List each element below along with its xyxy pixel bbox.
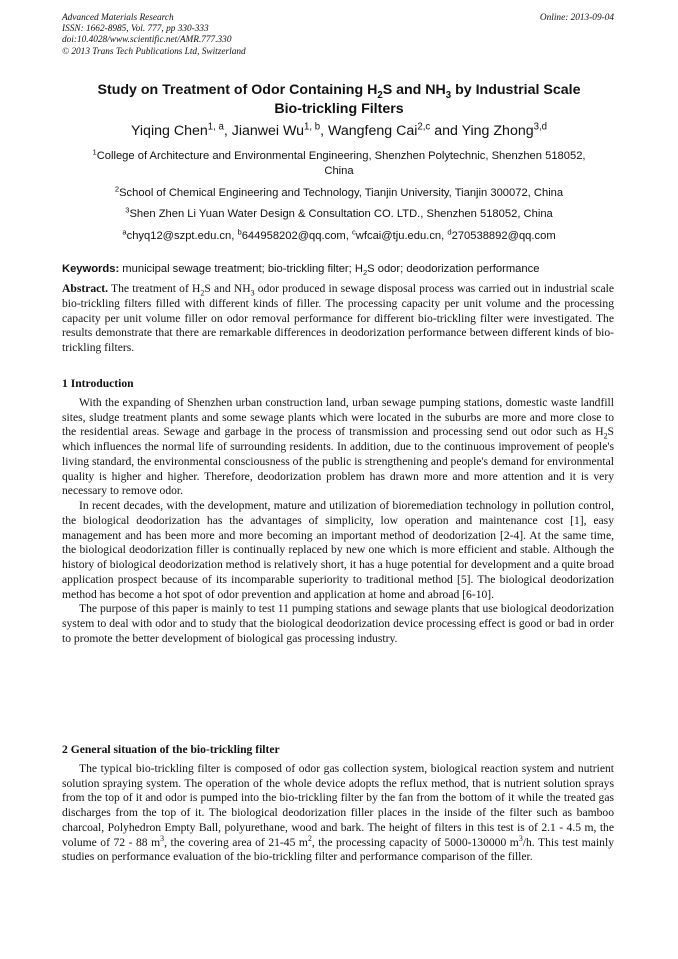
copyright: © 2013 Trans Tech Publications Ltd, Switzerland [62, 46, 246, 57]
online-date-header [540, 13, 614, 24]
journal-issn: ISSN: 1662-8985, Vol. 777, pp 330-333 [62, 24, 209, 35]
email-link[interactable]: 644958202@qq.com [241, 229, 346, 242]
section-heading: 1 Introduction [62, 377, 134, 390]
title-line-1: Study on Treatment of Odor Containing $H_2S$ and $NH_3$ by Industrial Scale [97, 82, 581, 101]
affiliations [80, 149, 598, 250]
author: Wangfeng Cai$^{2,c}$ and [328, 121, 462, 139]
journal-doi: doi:10.4028/www.scientific.net/AMR.777.330 [62, 35, 232, 46]
email-link[interactable]: wfcai@tju.edu.cn [355, 229, 442, 242]
affiliation: $^2$School of Chemical Engineering and Technology, Tianjin University, Tianjin 300072, China [114, 184, 564, 199]
bio-trickling-section [62, 743, 614, 865]
keywords-label: Keywords: [62, 263, 120, 275]
journal-header [62, 13, 246, 58]
keywords: Keywords: municipal sewage treatment; bio-trickling filter; $H_2S$ odor; deodorization performance [62, 263, 540, 278]
email-list: $^a$chyq12@szpt.edu.cn, $^b$644958202@qq.com, $^c$wfcai@tju.edu.cn, $^d$270538892@qq.com [122, 226, 556, 242]
title-line-2: Bio-trickling Filters [274, 101, 404, 117]
affiliation: $^1$College of Architecture and Environmental Engineering, Shenzhen Polytechnic, Shenzhen 518052, China [92, 147, 586, 178]
email-link[interactable]: chyq12@szpt.edu.cn [126, 229, 232, 242]
online-date: Online: 2013-09-04 [539, 13, 614, 23]
abstract [62, 282, 614, 356]
paper-title [40, 81, 638, 119]
author: Jianwei Wu$^{1, b}$, [231, 121, 328, 139]
body-paragraph: In recent decades, with the development, mature and utilization of bioremediation technology in pollution control, the biological deodorization has the advantages of simplicity, low operation and maintenance cost [1], easy management and has been more and more becoming an important method of deodorization [2-4]. At the same time, the biological deodorization filler is continually replaced by new one which is more efficient and stable. Although the history of biological deodorization method is relatively short, it has a huge potential for development and a quite broad application prospect because of its incomparable superiority to traditional method [5]. The biological deodorization method has become a hot spot of odor prevention and application at home and abroad [6-10]. [62, 499, 614, 601]
author-list [40, 122, 638, 140]
abstract-paragraph: Abstract. The treatment of $H_2S$ and $NH_3$ odor produced in sewage disposal process was carried out in industrial scale bio-trickling filters filled with different kinds of filler. The processing capacity per unit volume and the processing capacity per unit volume filler on odor removal performance for different bio-trickling filter were investigated. The results demonstrate that there are remarkable differences in deodorization performance between different kinds of bio-trickling filters. [62, 282, 614, 354]
body-paragraph: With the expanding of Shenzhen urban construction land, urban sewage pumping stations, domestic waste landfill sites, sludge treatment plants and some sewage plants which were located in the suburbs are more and more close to the residential areas. Sewage and garbage in the process of transmission and processing send out odor such as $H_2S$ which influences the normal life of surrounding residents. In addition, due to the continuous improvement of people's living standard, the environmental consciousness of the public is strengthening and people's demand for environmental quality is higher and higher. Therefore, deodorization problem has drawn more and more attention and it is very necessary to remove odor. [62, 395, 614, 498]
author: Ying Zhong$^{3,d}$ [461, 121, 548, 139]
body-paragraph: The purpose of this paper is mainly to test 11 pumping stations and sewage plants that use biological deodorization system to deal with odor and to study that the biological deodorization device processing effect is good or bad in order to promote the better development of biological gas processing industry. [62, 602, 614, 645]
section-heading: 2 General situation of the bio-trickling filter [62, 743, 280, 756]
journal-name: Advanced Materials Research [62, 13, 174, 23]
author: Yiqing Chen$^{1, a}$, [130, 121, 232, 139]
affiliation: $^3$Shen Zhen Li Yuan Water Design & Consultation CO. LTD., Shenzhen 518052, China [125, 205, 553, 221]
email-link[interactable]: 270538892@qq.com [451, 229, 556, 242]
introduction-section [62, 377, 614, 647]
body-paragraph: The typical bio-trickling filter is composed of odor gas collection system, biological reaction system and nutrient solution spraying system. The operation of the whole device adopts the reflux method, that is nutrient solution sprays from the top of it and odor is pumped into the bio-trickling filter by the fan from the bottom of it while the treated gas discharges from the top of it. The biological deodorization filler places in the inside of the filter such as bamboo charcoal, Polyhedron Empty Ball, polyurethane, wood and bark. The height of filters in this test is of 2.1 - 4.5 m, the volume of 72 - 88 $m^3$, the covering area of 21-45 $m^2$, the processing capacity of 5000-130000 $m^3/h$. This test mainly studies on performance evaluation of the bio-trickling filter and performance comparison of the filler. [62, 761, 614, 864]
abstract-label: Abstract. [62, 282, 109, 295]
